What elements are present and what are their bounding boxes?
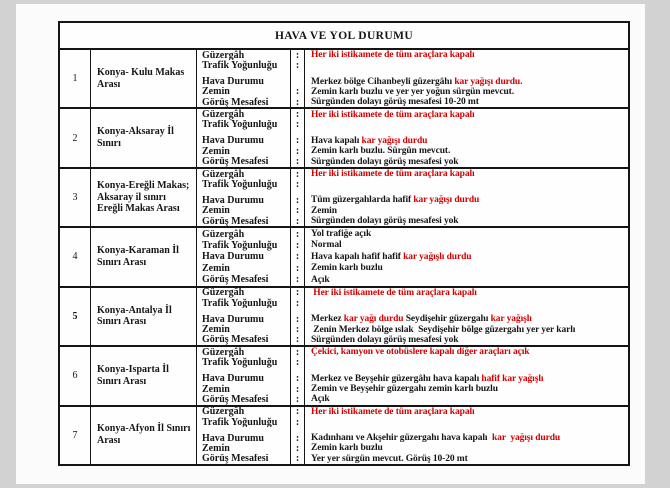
colon-cell: :	[291, 240, 305, 251]
field-label: Görüş Mesafesi	[197, 97, 291, 107]
row-number: 7	[60, 407, 91, 464]
detail-line	[197, 76, 628, 86]
detail-line	[197, 263, 628, 274]
field-label: Hava Durumu	[197, 136, 291, 146]
field-value	[305, 454, 628, 464]
field-label: Hava Durumu	[197, 195, 291, 205]
field-label: Görüş Mesafesi	[197, 156, 291, 166]
detail-line	[197, 216, 628, 226]
detail-line	[197, 433, 628, 443]
field-value	[305, 169, 628, 179]
colon-cell: :	[291, 298, 305, 308]
field-value	[305, 216, 628, 226]
table-row	[60, 109, 628, 168]
field-value	[305, 77, 628, 87]
row-detail	[197, 407, 628, 464]
field-label: Zemin	[197, 87, 291, 97]
field-value	[305, 443, 628, 453]
field-label: Zemin	[197, 443, 291, 453]
field-label: Görüş Mesafesi	[197, 454, 291, 464]
field-label: Zemin	[197, 263, 291, 274]
field-label: Trafik Yoğunluğu	[197, 120, 291, 130]
field-label: Hava Durumu	[197, 373, 291, 383]
detail-line	[197, 146, 628, 156]
field-label: Görüş Mesafesi	[197, 335, 291, 345]
colon-cell: :	[291, 263, 305, 274]
route-name: Konya-Isparta İl Sınırı Arası	[91, 347, 197, 404]
field-value	[305, 347, 628, 357]
field-label: Güzergâh	[197, 407, 291, 417]
detail-line	[197, 97, 628, 107]
field-value	[305, 335, 628, 345]
field-value	[305, 433, 628, 443]
table-row	[60, 50, 628, 109]
value-text: Hava kapalı hafif hafif	[311, 251, 404, 262]
field-label: Görüş Mesafesi	[197, 394, 291, 404]
detail-line	[197, 274, 628, 285]
value-text: Tüm güzergahlarda hafif	[311, 195, 414, 206]
detail-line	[197, 87, 628, 97]
detail-line	[197, 228, 628, 239]
field-label: Zemin	[197, 384, 291, 394]
route-name: Konya- Kulu Makas Arası	[91, 50, 197, 107]
colon-cell: :	[291, 251, 305, 262]
field-label: Trafik Yoğunluğu	[197, 298, 291, 308]
value-text: Zemin	[311, 205, 337, 216]
field-value	[305, 394, 628, 404]
field-label: Trafik Yoğunluğu	[197, 179, 291, 189]
field-label: Zemin	[197, 324, 291, 334]
colon-cell: :	[291, 146, 305, 156]
field-value	[305, 110, 628, 120]
colon-cell: :	[291, 433, 305, 443]
field-label: Görüş Mesafesi	[197, 274, 291, 285]
field-value	[305, 206, 628, 216]
table-row	[60, 288, 628, 347]
row-detail	[197, 288, 628, 345]
detail-line	[197, 288, 628, 298]
row-detail	[197, 50, 628, 107]
weather-road-table	[58, 21, 630, 466]
field-value	[305, 229, 628, 239]
detail-line	[197, 324, 628, 334]
detail-line	[197, 443, 628, 453]
colon-cell: :	[291, 120, 305, 130]
value-text: Yol trafiğe açık	[311, 229, 372, 239]
detail-line	[197, 373, 628, 383]
detail-line	[197, 357, 628, 367]
value-text: Açık	[311, 394, 330, 405]
colon-cell: :	[291, 288, 305, 298]
field-value	[305, 407, 628, 417]
colon-cell: :	[291, 274, 305, 285]
value-text-red: kar yağışlı	[490, 314, 532, 325]
field-label: Güzergâh	[197, 228, 291, 239]
field-label: Hava Durumu	[197, 314, 291, 324]
detail-line	[197, 195, 628, 205]
detail-line	[197, 251, 628, 262]
value-text-red: hafif kar yağışlı	[481, 373, 544, 384]
field-label: Güzergâh	[197, 169, 291, 179]
table-row	[60, 169, 628, 228]
field-value	[305, 136, 628, 146]
value-text: Normal	[311, 240, 342, 251]
field-value	[305, 263, 628, 273]
row-number: 3	[60, 169, 91, 226]
field-label: Hava Durumu	[197, 76, 291, 86]
value-text: Seydişehir güzergahı	[403, 314, 491, 325]
route-name: Konya-Karaman İl Sınırı Arası	[91, 228, 197, 285]
detail-line	[197, 298, 628, 308]
value-text: Yer yer sürgün mevcut. Görüş 10-20 mt	[311, 453, 468, 464]
table-row	[60, 228, 628, 287]
table-title: HAVA VE YOL DURUMU	[60, 23, 628, 50]
value-text: Hava kapalı	[311, 135, 362, 146]
detail-line	[197, 454, 628, 464]
detail-line	[197, 156, 628, 166]
detail-line	[197, 347, 628, 357]
colon-cell: :	[291, 357, 305, 367]
colon-cell: :	[291, 324, 305, 334]
row-number: 2	[60, 109, 91, 166]
field-value	[305, 374, 628, 384]
field-label: Güzergâh	[197, 109, 291, 119]
value-text-red: Her iki istikamete de tüm araçlara kapalı	[311, 169, 475, 180]
field-value	[305, 240, 628, 250]
value-text-red: Her iki istikamete de tüm araçlara kapalı	[311, 287, 477, 298]
row-detail	[197, 228, 628, 285]
detail-line	[197, 394, 628, 404]
colon-cell: :	[291, 50, 305, 60]
field-value	[305, 157, 628, 167]
colon-cell: :	[291, 60, 305, 70]
value-text-red: Çekici, kamyon ve otobüslere kapalı diğer araçları açık	[311, 347, 530, 358]
value-text: Zemin karlı buzlu. Sürgün mevcut.	[311, 146, 451, 157]
value-text-red: kar yağışı durdu.	[454, 76, 523, 87]
colon-cell: :	[291, 156, 305, 166]
value-text: Zemin karlı buzlu	[311, 443, 383, 454]
colon-cell: :	[291, 228, 305, 239]
colon-cell: :	[291, 394, 305, 404]
detail-line	[197, 179, 628, 189]
value-text-red: Her iki istikamete de tüm araçlara kapalı	[311, 406, 475, 417]
route-name: Konya-Afyon İl Sınırı Arası	[91, 407, 197, 464]
field-label: Hava Durumu	[197, 251, 291, 262]
detail-line	[197, 136, 628, 146]
colon-cell: :	[291, 206, 305, 216]
field-label: Güzergâh	[197, 288, 291, 298]
colon-cell: :	[291, 314, 305, 324]
colon-cell: :	[291, 335, 305, 345]
value-text-red: kar yağışlı durdu	[403, 251, 472, 262]
detail-line	[197, 50, 628, 60]
detail-line	[197, 169, 628, 179]
detail-line	[197, 335, 628, 345]
row-detail	[197, 169, 628, 226]
row-number: 6	[60, 347, 91, 404]
value-text: Merkez ve Beyşehir güzergâhı hava kapalı	[311, 373, 482, 384]
value-text-red: Her iki istikamete de tüm araçlara kapalı	[311, 50, 475, 61]
value-text-red: kar yağışı durdu	[491, 433, 561, 444]
detail-line	[197, 60, 628, 70]
colon-cell: :	[291, 347, 305, 357]
value-text: Sürgünden dolayı görüş mesafesi yok	[311, 156, 459, 167]
value-text: Açık	[311, 274, 330, 285]
route-name: Konya-Antalya İl Sınırı Arası	[91, 288, 197, 345]
colon-cell: :	[291, 407, 305, 417]
route-name: Konya-Ereğli Makas; Aksaray il sınırı Ereğli Makas Arası	[91, 169, 197, 226]
colon-cell: :	[291, 373, 305, 383]
colon-cell: :	[291, 384, 305, 394]
colon-cell: :	[291, 136, 305, 146]
detail-line	[197, 314, 628, 324]
value-text: Merkez bölge Cihanbeyli güzergâhı	[311, 76, 455, 87]
field-value	[305, 288, 628, 298]
field-value	[305, 384, 628, 394]
field-label: Trafik Yoğunluğu	[197, 417, 291, 427]
row-number: 1	[60, 50, 91, 107]
value-text: Sürgünden dolayı görüş mesafesi yok	[311, 334, 459, 345]
value-text-red: Her iki istikamete de tüm araçlara kapalı	[311, 109, 475, 120]
detail-line	[197, 417, 628, 427]
field-label: Hava Durumu	[197, 433, 291, 443]
colon-cell: :	[291, 216, 305, 226]
row-number: 5	[60, 288, 91, 345]
field-value	[305, 275, 628, 285]
row-detail	[197, 109, 628, 166]
detail-line	[197, 120, 628, 130]
table-row	[60, 407, 628, 464]
colon-cell: :	[291, 195, 305, 205]
detail-line	[197, 384, 628, 394]
colon-cell: :	[291, 417, 305, 427]
field-label: Zemin	[197, 146, 291, 156]
field-label: Görüş Mesafesi	[197, 216, 291, 226]
field-value	[305, 97, 628, 107]
route-name: Konya-Aksaray İl Sınırı	[91, 109, 197, 166]
value-text: Zemin karlı buzlu ve yer yer yoğun sürgün mevcut.	[311, 86, 514, 97]
colon-cell: :	[291, 169, 305, 179]
value-text: Zemin karlı buzlu	[311, 263, 383, 274]
row-number: 4	[60, 228, 91, 285]
value-text-red: kar yağı durdu	[343, 314, 404, 325]
field-value	[305, 146, 628, 156]
value-text: Merkez	[311, 314, 344, 325]
colon-cell	[291, 76, 305, 86]
value-text: Sürgünden dolayı görüş mesafesi yok	[311, 216, 459, 227]
field-label: Trafik Yoğunluğu	[197, 357, 291, 367]
field-label: Trafik Yoğunluğu	[197, 60, 291, 70]
value-text: Sürgünden dolayı görüş mesafesi 10-20 mt	[311, 97, 479, 108]
field-value	[305, 252, 628, 262]
field-label: Güzergâh	[197, 50, 291, 60]
colon-cell: :	[291, 179, 305, 189]
colon-cell: :	[291, 109, 305, 119]
value-text-red: kar yağışı durdu	[413, 195, 480, 206]
document-page	[16, 4, 645, 484]
detail-line	[197, 109, 628, 119]
field-value	[305, 87, 628, 97]
colon-cell: :	[291, 454, 305, 464]
row-detail	[197, 347, 628, 404]
value-text: Zemin ve Beyşehir güzergahı zemin karlı buzlu	[311, 384, 498, 394]
colon-cell: :	[291, 97, 305, 107]
field-value	[305, 195, 628, 205]
field-label: Güzergâh	[197, 347, 291, 357]
field-value	[305, 325, 628, 335]
field-label: Trafik Yoğunluğu	[197, 240, 291, 251]
colon-cell: :	[291, 443, 305, 453]
field-label: Zemin	[197, 206, 291, 216]
colon-cell: :	[291, 87, 305, 97]
field-value	[305, 314, 628, 324]
detail-line	[197, 240, 628, 251]
detail-line	[197, 206, 628, 216]
field-value	[305, 50, 628, 60]
value-text: Zenin Merkez bölge ıslak Seydişehir bölge güzergahı yer yer karlı	[311, 324, 576, 335]
value-text-red: kar yağışı durdu	[361, 135, 428, 146]
detail-line	[197, 407, 628, 417]
table-row	[60, 347, 628, 406]
value-text: Kadınhanı ve Akşehir güzergahı hava kapalı	[311, 433, 492, 444]
